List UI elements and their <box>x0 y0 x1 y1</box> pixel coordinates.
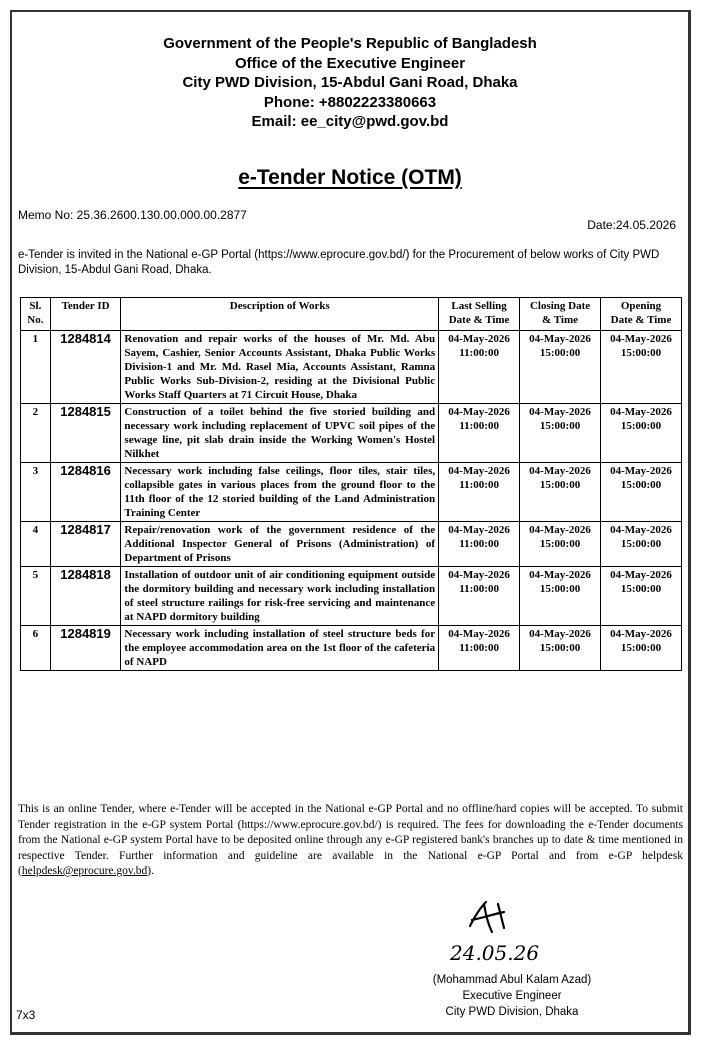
row-sl-number: 6 <box>21 626 51 671</box>
row-sl-number: 4 <box>21 522 51 567</box>
row-sl-number: 5 <box>21 567 51 626</box>
row-tender-id: 1284814 <box>50 331 121 404</box>
row-sl-number: 3 <box>21 463 51 522</box>
row-opening: 04-May-2026 15:00:00 <box>601 626 682 671</box>
letterhead <box>12 34 688 132</box>
col-header-closing: Closing Date & Time <box>520 298 601 331</box>
col-header-opening: Opening Date & Time <box>601 298 682 331</box>
signatory-designation: Executive Engineer <box>462 990 562 1002</box>
row-description: Installation of outdoor unit of air conditioning equipment outside the dormitory building and necessary work including installation of steel structure railings for risk-free servicing and maintenance at NAPD dormitory building <box>121 567 439 626</box>
col-header-tender-id: Tender ID <box>50 298 121 331</box>
col-header-last-selling: Last Selling Date & Time <box>439 298 520 331</box>
table-row <box>21 463 682 522</box>
header-government: Government of the People's Republic of Bangladesh <box>163 35 537 52</box>
table-row <box>21 626 682 671</box>
header-phone: Phone: +8802223380663 <box>263 93 437 111</box>
table-row <box>21 522 682 567</box>
row-closing: 04-May-2026 15:00:00 <box>520 567 601 626</box>
row-description: Necessary work including installation of steel structure beds for the employee accommodation area on the 1st floor of the cafeteria of NAPD <box>121 626 439 671</box>
memo-number: Memo No: 25.36.2600.130.00.000.00.2877 <box>18 208 247 222</box>
header-address: City PWD Division, 15-Abdul Gani Road, Dhaka <box>182 74 518 91</box>
footer-paragraph: This is an online Tender, where e-Tender will be accepted in the National e-GP Portal and no offline/hard copies will be accepted. To submit Tender registration in the e-GP system Portal (https://www.eprocure.gov.bd/) is required. The fees for downloading the e-Tender documents from the National e-GP system Portal have to be deposited online through any e-GP registered bank's branches up to date & time mentioned in respective Tender. Further information and guideline are available in the National e-GP Portal and from e-GP helpdesk (helpdesk@eprocure.gov.bd). <box>18 803 683 877</box>
row-closing: 04-May-2026 15:00:00 <box>520 522 601 567</box>
row-description: Construction of a toilet behind the five storied building and necessary work including replacement of UPVC soil pipes of the sewage line, pit slab drain inside the Working Women's Hostel Nilkhet <box>121 404 439 463</box>
row-tender-id: 1284816 <box>50 463 121 522</box>
header-email: Email: ee_city@pwd.gov.bd <box>251 113 449 130</box>
row-description: Necessary work including false ceilings, floor tiles, stair tiles, collapsible gates in various places from the ground floor to the 11th floor of the 12 storied building of the Land Administration Training Center <box>121 463 439 522</box>
row-tender-id: 1284817 <box>50 522 121 567</box>
row-closing: 04-May-2026 15:00:00 <box>520 404 601 463</box>
table-row <box>21 331 682 404</box>
row-description: Repair/renovation work of the government residence of the Additional Inspector General of Prisons (Administration) of Department of Prisons <box>121 522 439 567</box>
row-closing: 04-May-2026 15:00:00 <box>520 331 601 404</box>
notice-date: Date:24.05.2026 <box>587 218 676 232</box>
signatory-office: City PWD Division, Dhaka <box>445 1006 579 1018</box>
row-tender-id: 1284819 <box>50 626 121 671</box>
signature-date: 24.05.26 <box>450 941 540 965</box>
row-opening: 04-May-2026 15:00:00 <box>601 463 682 522</box>
helpdesk-email-link[interactable]: helpdesk@eprocure.gov.bd <box>21 865 148 877</box>
signatory-name: (Mohammad Abul Kalam Azad) <box>432 974 592 986</box>
row-opening: 04-May-2026 15:00:00 <box>601 522 682 567</box>
intro-paragraph: e-Tender is invited in the National e-GP Portal (https://www.eprocure.gov.bd/) for the Procurement of below works of City PWD Division, 15-Abdul Gani Road, Dhaka. <box>18 249 660 276</box>
header-office: Office of the Executive Engineer <box>234 54 466 72</box>
row-opening: 04-May-2026 15:00:00 <box>601 567 682 626</box>
notice-title: e-Tender Notice (OTM) <box>238 166 462 189</box>
row-last-selling: 04-May-2026 11:00:00 <box>439 567 520 626</box>
row-last-selling: 04-May-2026 11:00:00 <box>439 522 520 567</box>
table-row <box>21 567 682 626</box>
col-header-sl: Sl. No. <box>21 298 51 331</box>
row-last-selling: 04-May-2026 11:00:00 <box>439 463 520 522</box>
col-header-description: Description of Works <box>121 298 439 331</box>
row-sl-number: 1 <box>21 331 51 404</box>
corner-code: 7x3 <box>16 1008 36 1022</box>
row-description: Renovation and repair works of the houses of Mr. Md. Abu Sayem, Cashier, Senior Accounts Assistant, Dhaka Public Works Division-1 and Mr. Md. Rasel Mia, Accounts Assistant, Ramna Public Works Sub-Division-2, residing at the Divisional Public Works Staff Quarters at 71 Circuit House, Dhaka <box>121 331 439 404</box>
table-row <box>21 404 682 463</box>
row-last-selling: 04-May-2026 11:00:00 <box>439 626 520 671</box>
row-opening: 04-May-2026 15:00:00 <box>601 331 682 404</box>
row-last-selling: 04-May-2026 11:00:00 <box>439 331 520 404</box>
row-last-selling: 04-May-2026 11:00:00 <box>439 404 520 463</box>
notice-document <box>10 10 691 1035</box>
row-closing: 04-May-2026 15:00:00 <box>520 463 601 522</box>
tender-table <box>20 297 682 671</box>
row-tender-id: 1284815 <box>50 404 121 463</box>
table-header-row <box>21 298 682 331</box>
row-opening: 04-May-2026 15:00:00 <box>601 404 682 463</box>
signatory-block <box>412 972 612 1020</box>
handwritten-signature <box>442 892 582 972</box>
row-tender-id: 1284818 <box>50 567 121 626</box>
row-sl-number: 2 <box>21 404 51 463</box>
row-closing: 04-May-2026 15:00:00 <box>520 626 601 671</box>
